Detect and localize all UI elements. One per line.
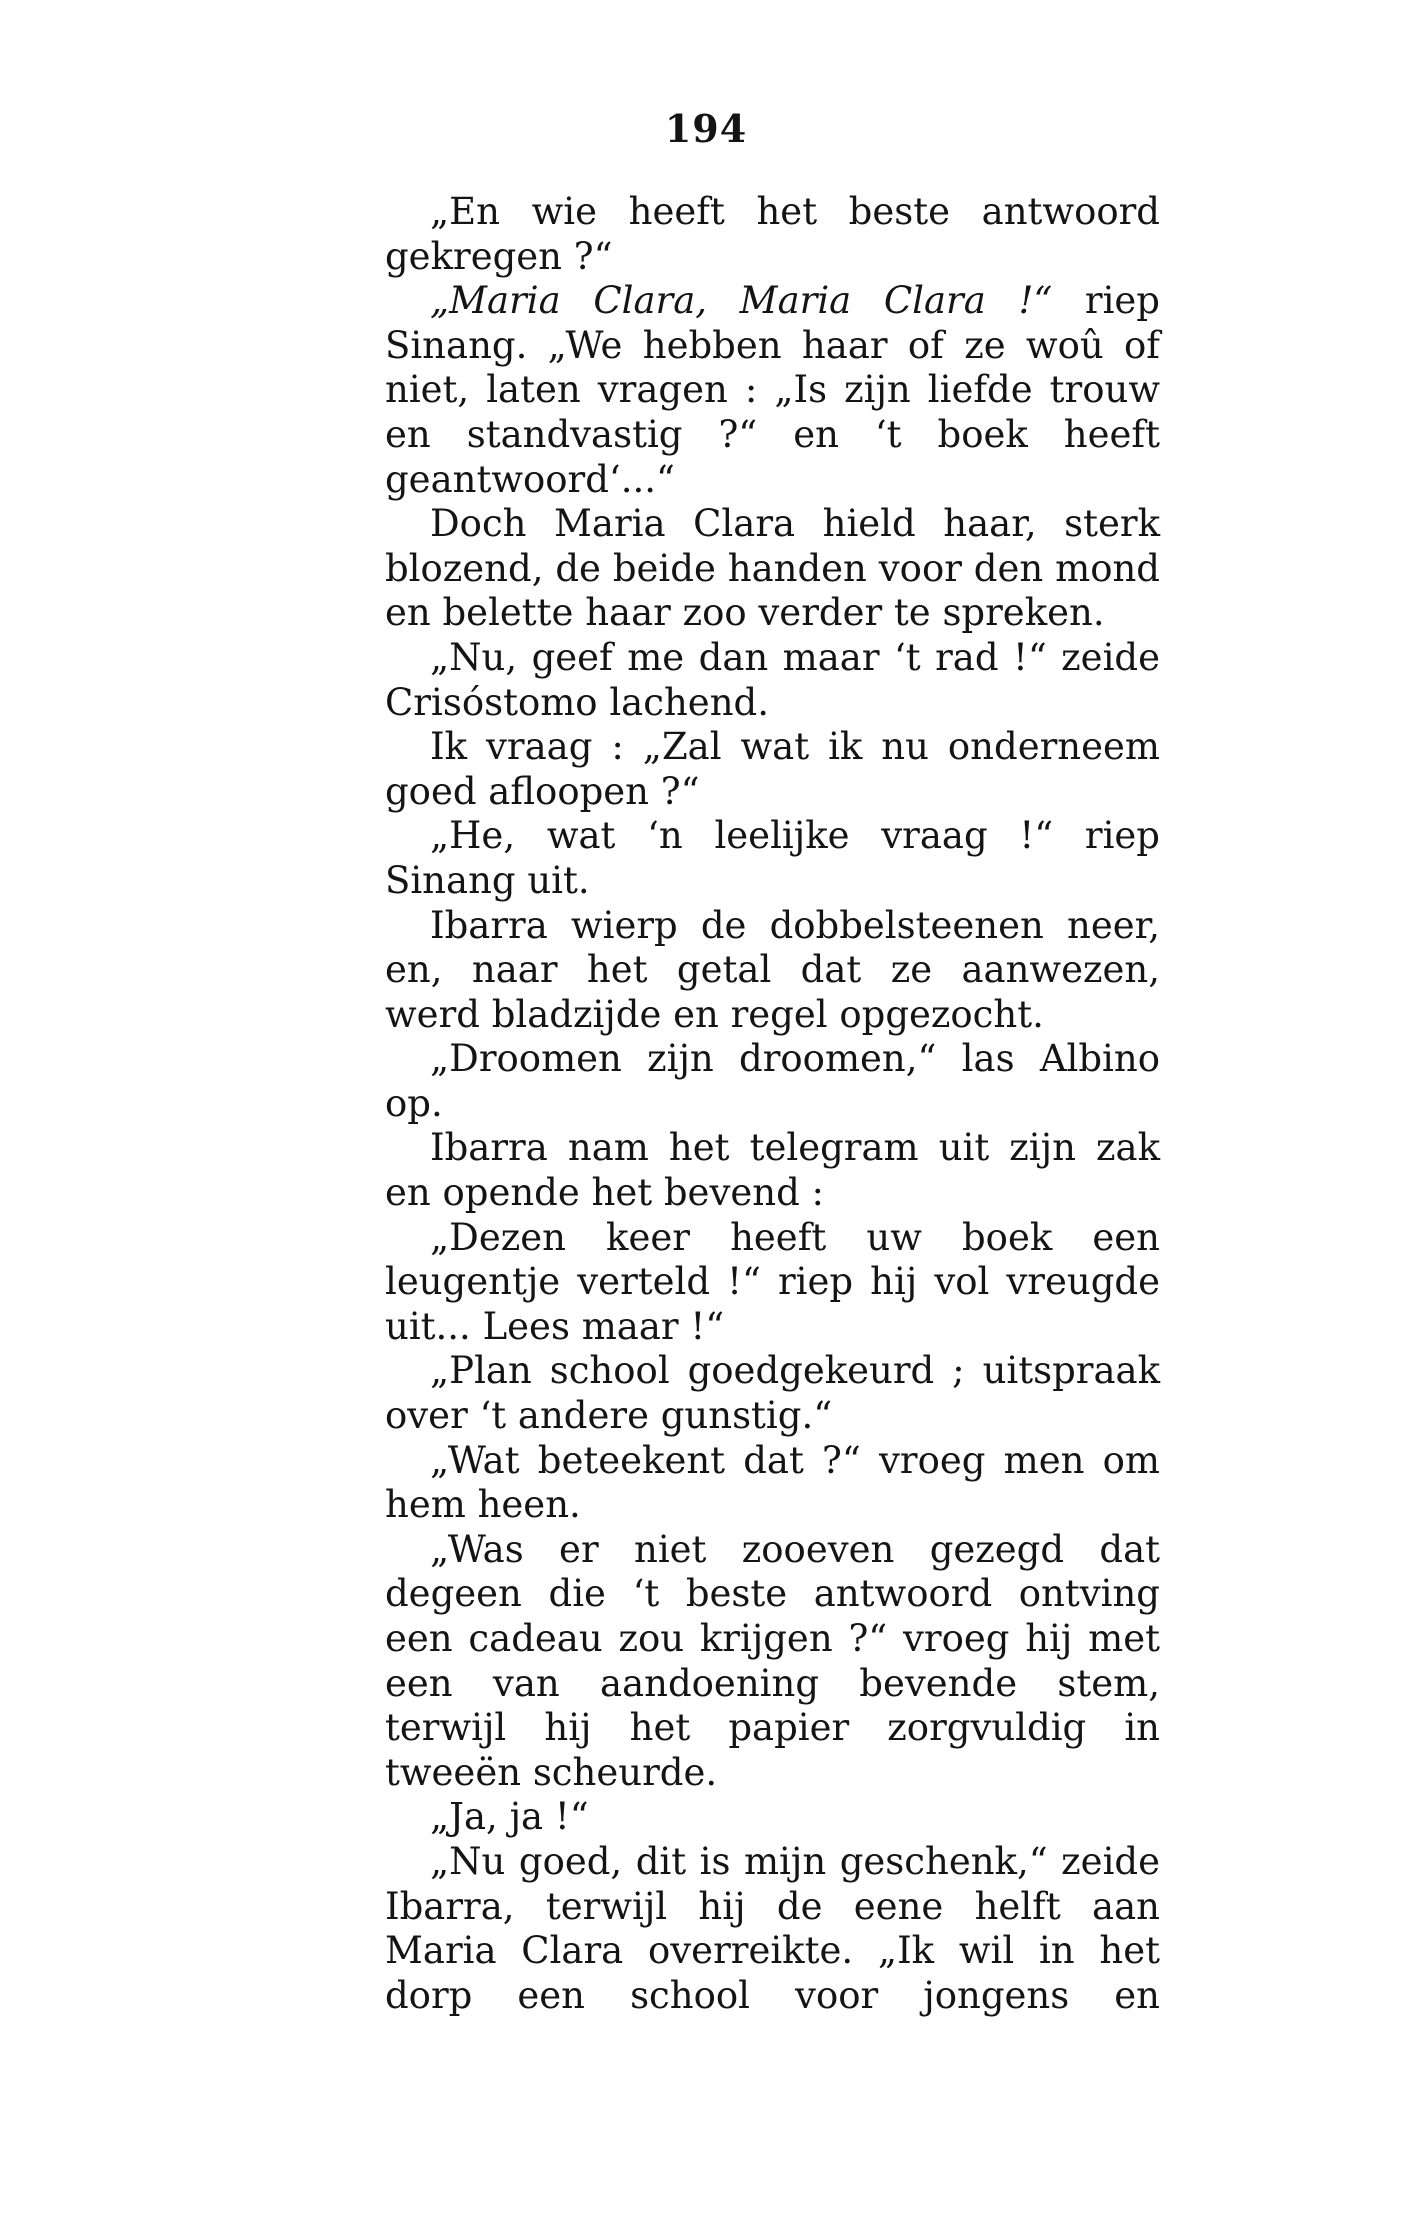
paragraph: „Ja, ja !“	[430, 1795, 589, 1839]
paragraph: „He, wat ‘n leelijke vraag !“ riep Sinang uit.	[385, 814, 1160, 902]
paragraph: „En wie heeft het beste antwoord gekregen ?“	[385, 190, 1160, 278]
paragraph: „Wat beteekent dat ?“ vroeg men om hem heen.	[385, 1438, 1160, 1527]
paragraph-text: riep Sinang. „We hebben haar of ze woû of niet, laten vragen : „Is zijn liefde trouw en standvastig ?“ en ‘t boek heeft geantwoord‘...“	[385, 279, 1160, 501]
page-number: 194	[664, 106, 748, 151]
paragraph	[385, 279, 1160, 502]
paragraph: „Dezen keer heeft uw boek een leugentje verteld !“ riep hij vol vreugde uit... Lees maar !“	[385, 1215, 1160, 1348]
body-text	[385, 190, 1160, 2018]
paragraph: „Droomen zijn droomen,“ las Albino op.	[385, 1037, 1160, 1125]
italic-quote: „Maria Clara, Maria Clara !“	[430, 279, 1053, 323]
paragraph: „Nu, geef me dan maar ‘t rad !“ zeide Crisóstomo lachend.	[385, 635, 1160, 724]
paragraph: Ibarra nam het telegram uit zijn zak en opende het bevend :	[385, 1126, 1160, 1215]
paragraph: Doch Maria Clara hield haar, sterk blozend, de beide handen voor den mond en belette haar zoo verder te spreken.	[385, 502, 1160, 635]
paragraph: „Was er niet zooeven gezegd dat degeen die ‘t beste antwoord ontving een cadeau zou krijgen ?“ vroeg hij met een van aandoening bevende stem, terwijl hij het papier zorgvuldig in tweeën scheurde.	[385, 1527, 1160, 1794]
paragraph: Ik vraag : „Zal wat ik nu onderneem goed afloopen ?“	[385, 725, 1160, 813]
paragraph: Ibarra wierp de dobbelsteenen neer, en, naar het getal dat ze aanwezen, werd bladzijde en regel opgezocht.	[385, 903, 1160, 1036]
paragraph: „Nu goed, dit is mijn geschenk,“ zeide Ibarra, terwijl hij de eene helft aan Maria Clara overreikte. „Ik wil in het dorp een school voor jongens en	[385, 1839, 1160, 2017]
paragraph: „Plan school goedgekeurd ; uitspraak over ‘t andere gunstig.“	[385, 1349, 1160, 1438]
